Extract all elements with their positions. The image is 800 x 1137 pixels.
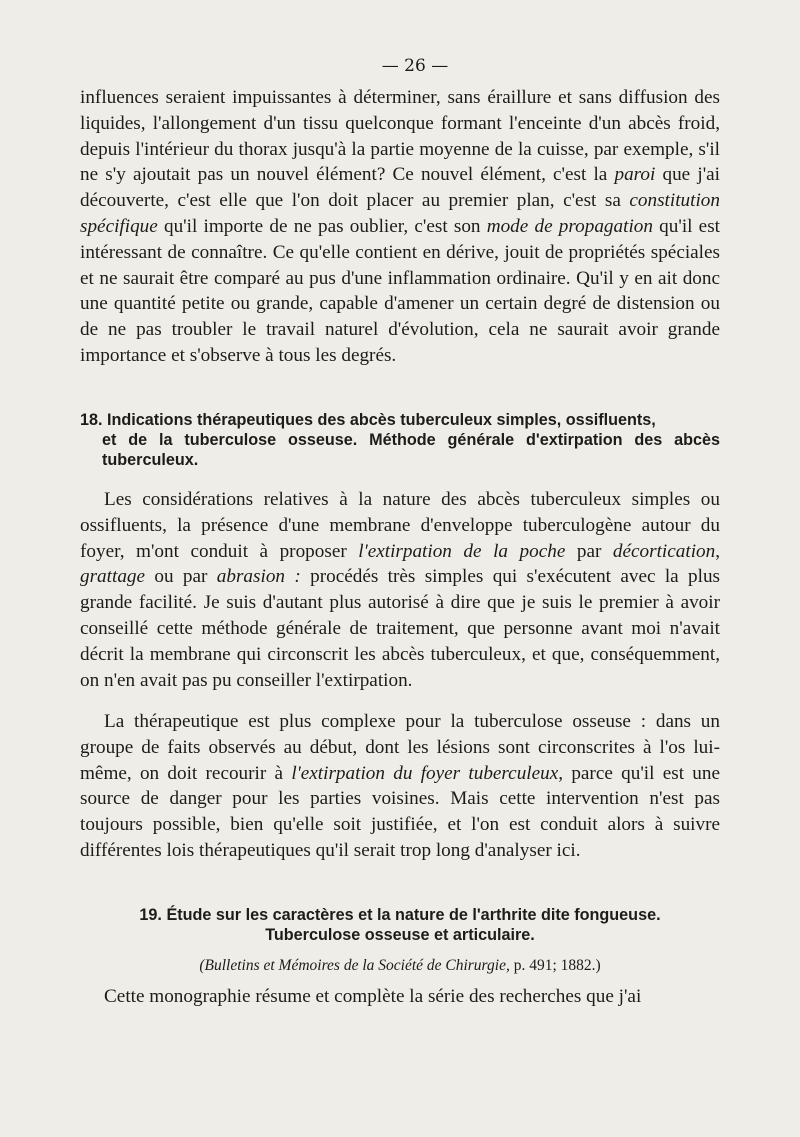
paragraph-monographie xyxy=(80,984,720,1010)
paragraph-text: que j'ai découverte, c'est elle que l'on doit placer au premier plan, c'est sa xyxy=(80,164,720,212)
paragraph-text: parce qu'il est une source de danger pour les parties voisines. Mais cette intervention n'est pas toujours possible, bien qu'elle soit justifiée, et l'on est conduit alors à suivre différentes lois thérapeutiques qu'il serait trop long d'analyser ici. xyxy=(80,762,720,861)
emphasis-extirpation-foyer: l'extirpation du foyer tuberculeux, xyxy=(291,762,564,784)
paragraph-text: par xyxy=(565,540,613,562)
section-heading-19 xyxy=(80,905,720,945)
emphasis-decortication: décortication xyxy=(612,540,716,562)
emphasis-abrasion: abrasion : xyxy=(216,566,301,588)
section-heading-18 xyxy=(80,410,720,470)
paragraph-therapeutique xyxy=(80,709,720,864)
citation xyxy=(80,957,720,975)
paragraph-text: qu'il importe de ne pas oublier, c'est son xyxy=(157,215,487,237)
section-number: 18. xyxy=(80,411,103,429)
section-title-line: Étude sur les caractères et la nature de l'arthrite dite fongueuse. xyxy=(166,906,661,924)
citation-source: (Bulletins et Mémoires de la Société de Chirurgie, xyxy=(199,957,510,974)
page-number: — 26 — xyxy=(381,56,449,76)
paragraph-text: Les considérations relatives à la nature des abcès tuberculeux simples ou ossifluents, la présence d'une membrane d'enveloppe tuberculogène autour du foyer, m'ont conduit à proposer xyxy=(80,489,720,562)
emphasis-constitution: constitution spécifique xyxy=(80,190,720,237)
citation-reference: p. 491; 1882.) xyxy=(509,957,601,974)
section-title-line: et de la tuberculose osseuse. Méthode générale d'extirpation des abcès tuberculeux. xyxy=(102,431,720,469)
section-title-line: Indications thérapeutiques des abcès tuberculeux simples, ossifluents, xyxy=(107,411,656,429)
paragraph-text: , xyxy=(715,540,721,562)
paragraph-text: influences seraient impuissantes à déterminer, sans éraillure et sans diffusion des liquides, l'allongement d'un tissu quelconque formant l'enceinte d'un abcès froid, depuis l'intérieur du thorax jusqu'à la partie moyenne de la cuisse, par exemple, s'il ne s'y ajoutait pas un nouvel élément? Ce nouvel élément, c'est la xyxy=(80,87,720,186)
paragraph-text: qu'il est intéressant de connaître. Ce qu'elle contient en dérive, jouit de propriétés spéciales et ne saurait être comparé au pus d'une inflammation ordinaire. Qu'il y en ait donc une quantité petite ou grande, capable d'amener un certain degré de distension ou de ne pas troubler le travail naturel d'évolution, cela ne saurait avoir grande importance et s'observe à tous les degrés. xyxy=(80,215,720,366)
emphasis-extirpation-poche: l'extirpation de la poche xyxy=(358,540,566,562)
emphasis-grattage: grattage xyxy=(80,566,146,588)
paragraph-text: Cette monographie résume et complète la série des recherches que j'ai xyxy=(104,986,642,1007)
paragraph-text: La thérapeutique est plus complexe pour la tuberculose osseuse : dans un groupe de faits observés au début, dont les lésions sont circonscrites à l'os lui-même, on doit recourir à xyxy=(80,711,720,784)
paragraph-text: ou par xyxy=(145,566,217,588)
emphasis-mode-propagation: mode de propagation xyxy=(486,215,653,237)
emphasis-paroi: paroi xyxy=(614,164,656,186)
paragraph-paroi xyxy=(80,85,720,369)
paragraph-considerations xyxy=(80,487,720,693)
section-title-line: Tuberculose osseuse et articulaire. xyxy=(265,926,535,944)
section-number: 19. xyxy=(139,906,162,924)
paragraph-text: procédés très simples qui s'exécutent avec la plus grande facilité. Je suis d'autant plus autorisé à dire que je suis le premier à avoir conseillé cette méthode générale de traitement, que personne avant moi n'avait décrit la membrane qui circonscrit les abcès tuberculeux, et que, conséquemment, on n'en avait pas pu conseiller l'extirpation. xyxy=(80,566,721,691)
